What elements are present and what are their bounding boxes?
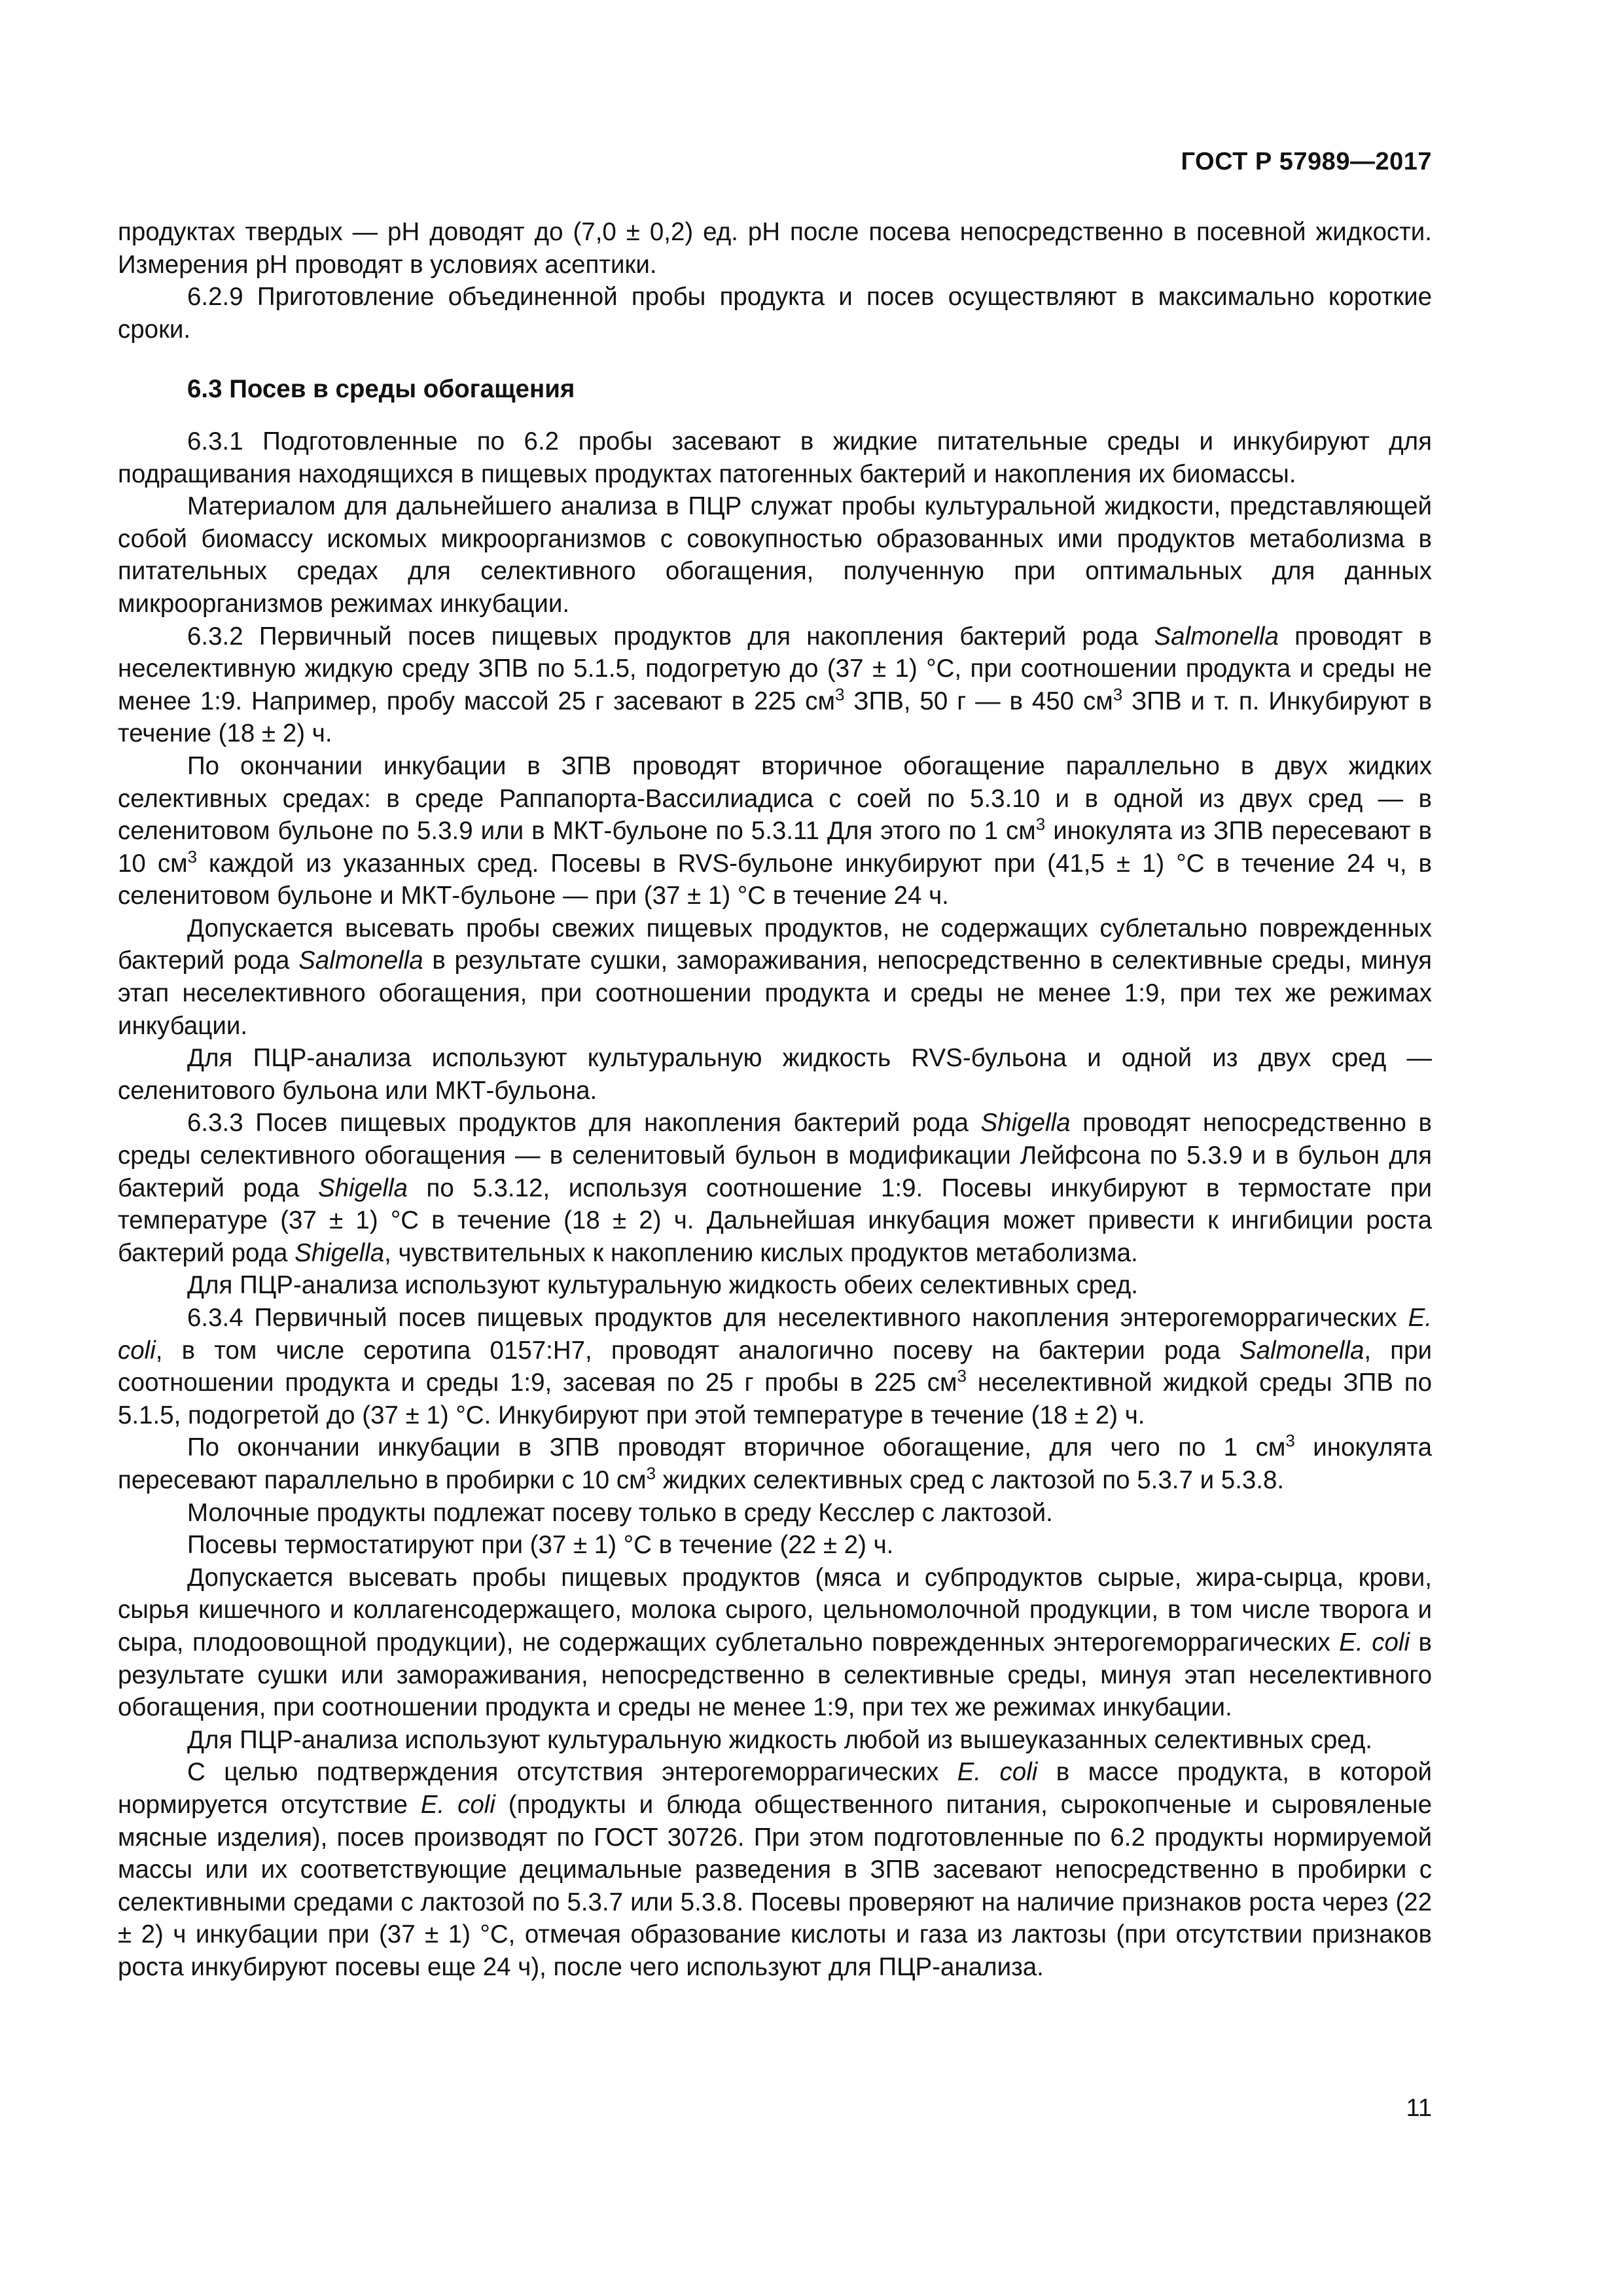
italic-taxon: E. coli bbox=[420, 1790, 495, 1819]
text-run: , в том числе серотипа 0157:H7, проводят аналогично посеву на бактерии рода bbox=[155, 1336, 1240, 1365]
italic-taxon: Shigella bbox=[317, 1174, 408, 1202]
text-run: в массе продукта, в которой нормируется отсутствие bbox=[118, 1758, 1432, 1819]
paragraph-ecoli-direct bbox=[118, 1562, 1432, 1724]
text-run: ЗПВ и т. п. Инкубируют в течение (18 ± 2) ч. bbox=[118, 687, 1432, 748]
superscript: 3 bbox=[1035, 814, 1046, 834]
paragraph-ecoli-confirmation bbox=[118, 1756, 1432, 1983]
document-body bbox=[118, 216, 1432, 1983]
paragraph-pcr-any: Для ПЦР-анализа используют культуральную жидкость любой из вышеуказанных селективных сред. bbox=[187, 1725, 1373, 1754]
document-number-header: ГОСТ Р 57989—2017 bbox=[1181, 148, 1432, 175]
text-run: ЗПВ, 50 г — в 450 см bbox=[844, 687, 1113, 715]
text-run: жидких селективных сред с лактозой по 5.3.7 и 5.3.8. bbox=[656, 1465, 1285, 1494]
italic-taxon: Salmonella bbox=[298, 946, 423, 975]
text-run: каждой из указанных сред. Посевы в RVS-бульоне инкубируют при (41,5 ± 1) °С в течение 24 ч, в селенитовом бульоне и МКТ-бульоне — при (37 ± 1) °С в течение 24 ч. bbox=[118, 849, 1432, 910]
superscript: 3 bbox=[646, 1463, 656, 1484]
superscript: 3 bbox=[1113, 684, 1123, 704]
text-run: в результате сушки, замораживания, непосредственно в селективные среды, минуя этап неселективного обогащения, при соотношении продукта и среды не менее 1:9, при тех же режимах инкубации. bbox=[118, 946, 1432, 1040]
text-run: , при соотношении продукта и среды 1:9, засевая по 25 г пробы в 225 см bbox=[118, 1336, 1432, 1397]
page-number: 11 bbox=[1406, 2094, 1432, 2122]
text-run: Допускается высевать пробы пищевых продуктов (мяса и субпродуктов сырые, жира-сырца, крови, сырья кишечного и коллагенсодержащего, молока сырого, цельномолочной продукции, в том числе творога и сыра, плодоовощной продукции), не содержащих сублетально поврежденных энтерогеморрагических bbox=[118, 1563, 1432, 1657]
paragraph-direct-selective bbox=[118, 912, 1432, 1042]
text-run: (продукты и блюда общественного питания, сырокопченые и сыровяленые мясные изделия), посев производят по ГОСТ 30726. При этом подготовленные по 6.2 продукты нормируемой массы или их соответствующие децимальные разведения в ЗПВ засевают непосредственно в пробирки с селективными средами с лактозой по 5.3.7 или 5.3.8. Посевы проверяют на наличие признаков роста через (22 ± 2) ч инкубации при (37 ± 1) °С, отмечая образование кислоты и газа из лактозы (при отсутствии признаков роста инкубируют посевы еще 24 ч), после чего используют для ПЦР-анализа. bbox=[118, 1790, 1432, 1981]
section-heading-6-3: 6.3 Посев в среды обогащения bbox=[187, 375, 575, 404]
superscript: 3 bbox=[1285, 1431, 1295, 1451]
italic-taxon: E. coli bbox=[957, 1758, 1038, 1787]
text-run: По окончании инкубации в ЗПВ проводят вторичное обогащение, для чего по 1 см bbox=[187, 1433, 1286, 1462]
superscript: 3 bbox=[957, 1366, 967, 1386]
italic-taxon: Shigella bbox=[294, 1238, 385, 1267]
superscript: 3 bbox=[187, 846, 198, 867]
text-run: 6.3.3 Посев пищевых продуктов для накопления бактерий рода bbox=[187, 1109, 981, 1138]
paragraph-6-3-4 bbox=[118, 1302, 1432, 1431]
text-run: Допускается высевать пробы свежих пищевых продуктов, не содержащих сублетально поврежденных бактерий рода bbox=[118, 914, 1432, 975]
text-run: инокулята пересевают параллельно в пробирки с 10 см bbox=[118, 1433, 1432, 1494]
italic-taxon: Salmonella bbox=[1154, 622, 1279, 651]
paragraph-secondary-enrichment bbox=[118, 750, 1432, 912]
paragraph-6-3-3 bbox=[118, 1107, 1432, 1269]
text-run: в результате сушки или замораживания, непосредственно в селективные среды, минуя этап неселективного обогащения, при соотношении продукта и среды не менее 1:9, при тех же режимах инкубации. bbox=[118, 1628, 1433, 1722]
text-run: проводят в неселективную жидкую среду ЗПВ по 5.1.5, подогретую до (37 ± 1) °С, при соотношении продукта и среды не менее 1:9. Например, пробу массой 25 г засевают в 225 см bbox=[118, 622, 1432, 715]
text-run: проводят непосредственно в среды селективного обогащения — в селенитовый бульон в модификации Лейфсона по 5.3.9 и в бульон для бактерий рода bbox=[118, 1109, 1432, 1202]
italic-taxon: Shigella bbox=[980, 1109, 1071, 1138]
paragraph-pcr-rvs: Для ПЦР-анализа используют культуральную жидкость RVS-бульона и одной из двух сред — селенитового бульона или МКТ-бульона. bbox=[118, 1044, 1432, 1105]
paragraph-ph-continuation: продуктах твердых — pH доводят до (7,0 ± 0,2) ед. pH после посева непосредственно в посевной жидкости. Измерения pH проводят в условиях асептики. bbox=[118, 218, 1432, 279]
text-run: по 5.3.12, используя соотношение 1:9. Посевы инкубируют в термостате при температуре (37 ± 1) °С в течение (18 ± 2) ч. Дальнейшая инкубация может привести к ингибиции роста бактерий рода bbox=[118, 1174, 1433, 1267]
paragraph-6-3-1: 6.3.1 Подготовленные по 6.2 пробы засевают в жидкие питательные среды и инкубируют для подращивания находящихся в пищевых продуктах патогенных бактерий и накопления их биомассы. bbox=[118, 427, 1432, 488]
text-run: неселективной жидкой среды ЗПВ по 5.1.5, подогретой до (37 ± 1) °С. Инкубируют при этой температуре в течение (18 ± 2) ч. bbox=[118, 1369, 1432, 1429]
paragraph-pcr-both: Для ПЦР-анализа используют культуральную жидкость обеих селективных сред. bbox=[187, 1271, 1138, 1300]
text-run: По окончании инкубации в ЗПВ проводят вторичное обогащение параллельно в двух жидких селективных средах: в среде Раппапорта-Вассилиадиса с соей по 5.3.10 и в одной из двух сред — в селенитовом бульоне по 5.3.9 или в МКТ-бульоне по 5.3.11 Для этого по 1 см bbox=[118, 751, 1432, 846]
text-run: , чувствительных к накоплению кислых продуктов метаболизма. bbox=[384, 1238, 1138, 1267]
paragraph-dairy: Молочные продукты подлежат посеву только в среду Кесслер с лактозой. bbox=[187, 1498, 1053, 1527]
italic-taxon: Salmonella bbox=[1239, 1336, 1364, 1365]
text-run: инокулята из ЗПВ пересевают в 10 см bbox=[118, 817, 1432, 878]
italic-taxon: E. coli bbox=[118, 1304, 1432, 1365]
italic-taxon: E. coli bbox=[1339, 1628, 1410, 1657]
paragraph-6-3-2 bbox=[118, 620, 1432, 750]
superscript: 3 bbox=[834, 684, 845, 704]
text-run: 6.3.4 Первичный посев пищевых продуктов для неселективного накопления энтерогеморрагических bbox=[187, 1304, 1408, 1332]
text-run: С целью подтверждения отсутствия энтерогеморрагических bbox=[187, 1758, 957, 1787]
paragraph-thermostat: Посевы термостатируют при (37 ± 1) °С в течение (22 ± 2) ч. bbox=[187, 1531, 894, 1560]
paragraph-material: Материалом для дальнейшего анализа в ПЦР служат пробы культуральной жидкости, представляющей собой биомассу искомых микроорганизмов с совокупностью образованных ими продуктов метаболизма в питательных средах для селективного обогащения, полученную при оптимальных для данных микроорганизмов режимах инкубации. bbox=[118, 492, 1432, 618]
paragraph-ecoli-secondary bbox=[118, 1431, 1432, 1496]
text-run: 6.3.2 Первичный посев пищевых продуктов для накопления бактерий рода bbox=[187, 622, 1154, 651]
paragraph-6-2-9: 6.2.9 Приготовление объединенной пробы продукта и посев осуществляют в максимально короткие сроки. bbox=[118, 283, 1432, 344]
